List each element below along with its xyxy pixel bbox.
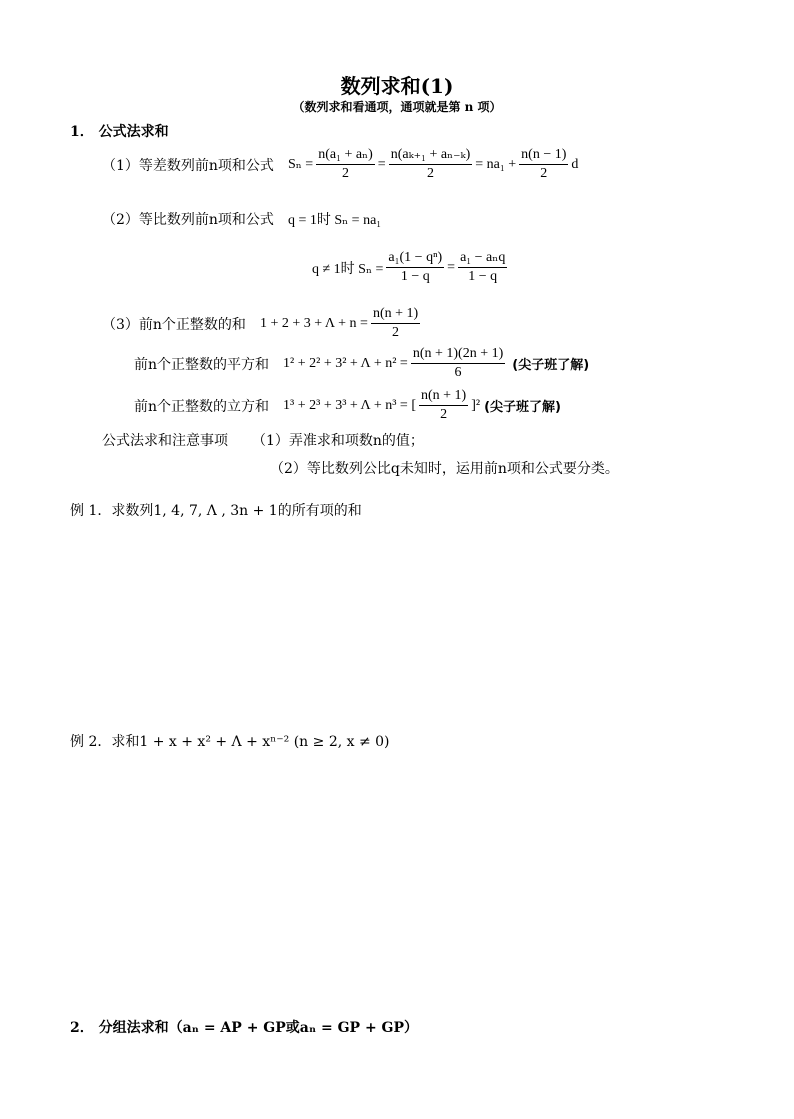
- cube-sum-label: 前n个正整数的立方和: [134, 398, 270, 415]
- page-title: 数列求和(1): [340, 74, 454, 98]
- int-sum-den: 2: [392, 325, 400, 341]
- arith-frac-3-den: 2: [540, 166, 548, 182]
- section-2-heading: 2． 分组法求和（aₙ = AP + GP或aₙ = GP + GP）: [70, 1020, 419, 1036]
- geo-frac-1: [386, 250, 444, 285]
- arith-frac-1-den: 2: [341, 166, 349, 182]
- arith-frac-2: [389, 147, 473, 182]
- arith-frac-3-num: n(n − 1): [519, 147, 568, 165]
- arith-lhs: Sₙ =: [287, 157, 314, 173]
- page-subtitle: （数列求和看通项，通项就是第 n 项）: [292, 100, 502, 114]
- cube-sum-line: [134, 388, 561, 423]
- sq-sum-note: (尖子班了解): [512, 358, 590, 374]
- arith-eq-3: = na₁ +: [475, 156, 517, 172]
- arith-frac-1: [316, 147, 375, 182]
- notes-label: 公式法求和注意事项: [102, 433, 228, 449]
- geo-case-1: q = 1时 Sₙ = na₁: [287, 213, 382, 228]
- arith-sum-formula: [288, 147, 578, 182]
- geo-frac-1-den: 1 − q: [400, 269, 430, 285]
- sq-sum-num: n(n + 1)(2n + 1): [411, 346, 505, 364]
- geo-sum-line-2: [312, 250, 510, 285]
- cube-sum-note: (尖子班了解): [484, 400, 561, 416]
- int-sum-line: [102, 306, 423, 341]
- sq-sum-label: 前n个正整数的平方和: [134, 356, 270, 373]
- cube-sum-formula: [283, 388, 480, 423]
- arith-tail: d: [571, 156, 579, 172]
- int-sum-label: （3）前n个正整数的和: [102, 316, 246, 333]
- section-1-heading: 1． 公式法求和: [70, 124, 169, 140]
- example-1: 例 1．求数列1, 4, 7, Λ , 3n + 1的所有项的和: [70, 503, 362, 519]
- sq-sum-den: 6: [454, 365, 462, 381]
- arith-sum-line: [102, 147, 578, 182]
- int-sum-lhs: 1 + 2 + 3 + Λ + n =: [259, 315, 368, 331]
- example-2: 例 2．求和1 + x + x² + Λ + xⁿ⁻² (n ≥ 2, x ≠ 0): [70, 734, 390, 750]
- geo-frac-1-num: a₁(1 − qⁿ): [386, 250, 444, 268]
- arith-eq-2: =: [377, 156, 386, 172]
- sq-sum-formula: [283, 346, 508, 381]
- int-sum-frac: [371, 306, 420, 341]
- sq-sum-frac: [411, 346, 505, 381]
- cube-sum-tail: ]²: [471, 397, 481, 413]
- geo-frac-2: [458, 250, 507, 285]
- note-2: （2）等比数列公比q未知时，运用前n项和公式要分类。: [270, 461, 619, 477]
- geo-case-2: [312, 250, 510, 285]
- geo-frac-2-num: a₁ − aₙq: [458, 250, 507, 268]
- note-1: （1）弄准求和项数n的值；: [252, 433, 424, 449]
- geo-case-2-cond: q ≠ 1时 Sₙ =: [312, 261, 384, 277]
- geo-sum-line-1: [102, 209, 381, 229]
- notes-line-1: [102, 430, 424, 450]
- cube-sum-lhs: 1³ + 2³ + 3³ + Λ + n³ = [: [283, 397, 416, 413]
- cube-sum-num: n(n + 1): [419, 388, 468, 406]
- geo-sum-label: （2）等比数列前n项和公式: [102, 212, 274, 228]
- arith-frac-1-num: n(a₁ + aₙ): [316, 147, 375, 165]
- int-sum-num: n(n + 1): [371, 306, 420, 324]
- sq-sum-line: [134, 346, 589, 381]
- arith-sum-label: （1）等差数列前n项和公式: [102, 157, 274, 174]
- sq-sum-lhs: 1² + 2² + 3² + Λ + n² =: [283, 355, 408, 371]
- arith-frac-3: [519, 147, 568, 182]
- arith-frac-2-den: 2: [426, 166, 434, 182]
- cube-sum-frac: [419, 388, 468, 423]
- geo-frac-2-den: 1 − q: [468, 269, 498, 285]
- cube-sum-den: 2: [440, 407, 448, 423]
- int-sum-formula: [260, 306, 423, 341]
- notes-line-2: [270, 458, 619, 478]
- geo-eq: =: [447, 259, 456, 275]
- arith-frac-2-num: n(aₖ₊₁ + aₙ₋ₖ): [389, 147, 473, 165]
